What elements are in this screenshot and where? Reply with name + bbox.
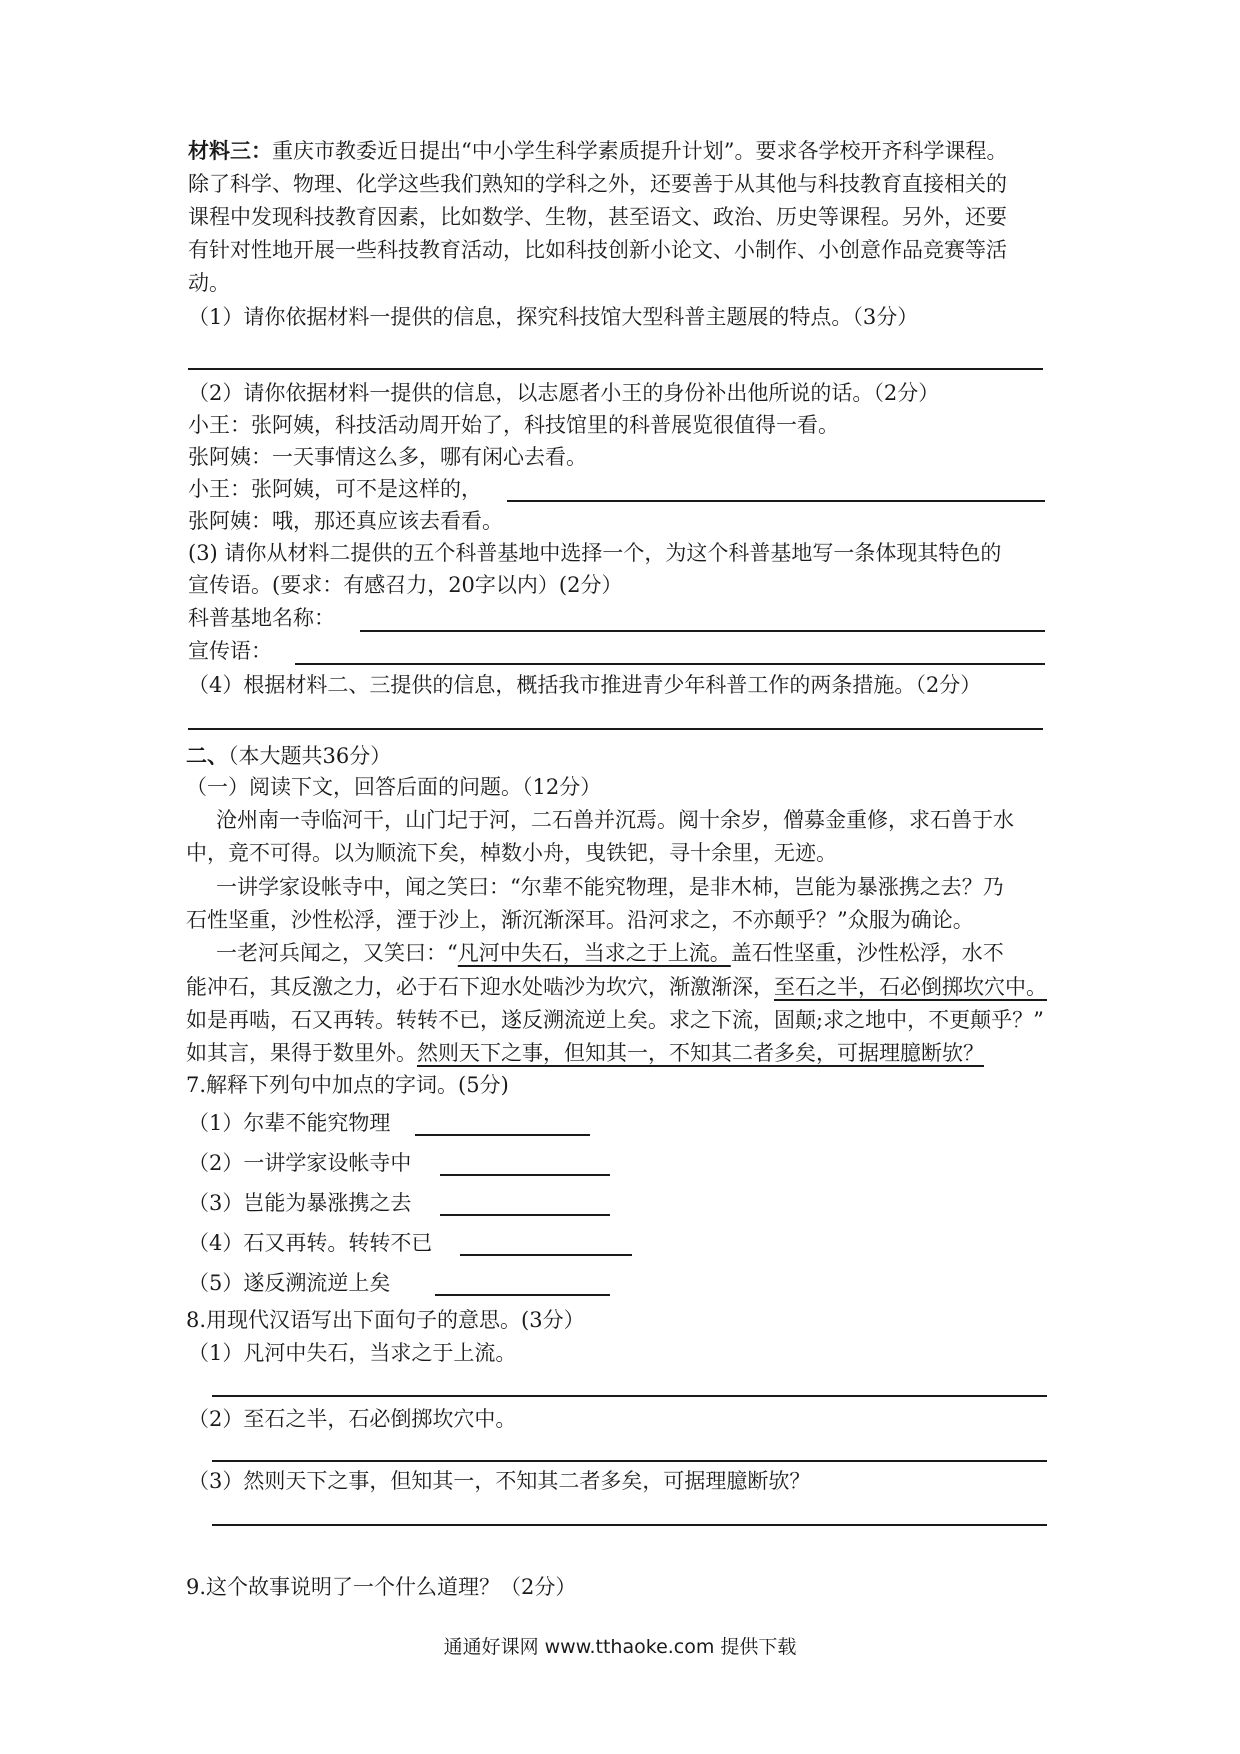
slogan-label: 宣传语： xyxy=(188,639,272,663)
passage-p3-line-4: 如其言，果得于数里外。然则天下之事，但知其一，不知其二者多矣，可据理臆断欤？ xyxy=(186,1041,984,1065)
question-8-title: 8.用现代汉语写出下面句子的意思。(3分） xyxy=(186,1308,585,1332)
answer-line-q7-2[interactable] xyxy=(440,1174,610,1176)
answer-line-q7-3[interactable] xyxy=(440,1214,610,1216)
answer-line-q7-4[interactable] xyxy=(460,1254,632,1256)
answer-line-q4[interactable] xyxy=(188,728,1043,730)
answer-line-base-name[interactable] xyxy=(360,630,1045,632)
passage-p2-line-1: 一讲学家设帐寺中，闻之笑曰：“尔辈不能究物理，是非木杮，岂能为暴涨携之去？乃 xyxy=(216,875,1004,899)
question-3-line-2: 宣传语。(要求：有感召力，20字以内）(2分） xyxy=(188,573,623,597)
answer-line-q8-1[interactable] xyxy=(212,1395,1047,1397)
passage-p3-line-2: 能冲石，其反激之力，必于石下迎水处啮沙为坎穴，渐激渐深，至石之半，石必倒掷坎穴中。 xyxy=(186,975,1047,999)
answer-line-q7-5[interactable] xyxy=(435,1294,610,1296)
dialogue-line-4: 张阿姨：哦，那还真应该去看看。 xyxy=(188,509,503,533)
passage-p1-line-1: 沧州南一寺临河干，山门圮于河，二石兽并沉焉。阅十余岁，僧募金重修，求石兽于水 xyxy=(216,808,1014,832)
underlined-sentence-3: 然则天下之事，但知其一，不知其二者多矣，可据理臆断欤？ xyxy=(417,1041,984,1065)
dialogue-line-3: 小王：张阿姨，可不是这样的， xyxy=(188,477,482,501)
passage-p3-line-1: 一老河兵闻之，又笑曰：“凡河中失石，当求之于上流。盖石性坚重，沙性松浮，水不 xyxy=(216,941,1004,965)
question-4: （4）根据材料二、三提供的信息，概括我市推进青少年科普工作的两条措施。（2分） xyxy=(188,673,982,697)
answer-line-q2[interactable] xyxy=(507,500,1045,502)
q8-item-1: （1）凡河中失石，当求之于上流。 xyxy=(188,1341,517,1365)
answer-line-q1[interactable] xyxy=(188,368,1043,370)
dialogue-line-1: 小王：张阿姨，科技活动周开始了，科技馆里的科普展览很值得一看。 xyxy=(188,413,839,437)
answer-line-slogan[interactable] xyxy=(295,663,1045,665)
passage-p1-line-2: 中，竟不可得。以为顺流下矣，棹数小舟，曳铁钯，寻十余里，无迹。 xyxy=(186,841,837,865)
passage-p3-line-3: 如是再啮，石又再转。转转不已，遂反溯流逆上矣。求之下流，固颠;求之地中，不更颠乎？” xyxy=(186,1008,1044,1032)
answer-line-q7-1[interactable] xyxy=(415,1134,590,1136)
q7-item-5: （5）遂反溯流逆上矣 xyxy=(188,1271,391,1295)
question-1: （1）请你依据材料一提供的信息，探究科技馆大型科普主题展的特点。（3分） xyxy=(188,305,919,329)
q8-item-3: （3）然则天下之事，但知其一，不知其二者多矣，可据理臆断欤？ xyxy=(188,1469,811,1493)
section-2-heading: 二、（本大题共36分） xyxy=(186,743,392,768)
material3-line-4: 有针对性地开展一些科技教育活动，比如科技创新小论文、小制作、小创意作品竞赛等活 xyxy=(188,238,1007,262)
material3-line-5: 动。 xyxy=(188,271,230,295)
material3-line-1: 材料三：重庆市教委近日提出“中小学生科学素质提升计划”。要求各学校开齐科学课程。 xyxy=(188,138,1008,163)
base-name-label: 科普基地名称： xyxy=(188,606,335,630)
material3-line-2: 除了科学、物理、化学这些我们熟知的学科之外，还要善于从其他与科技教育直接相关的 xyxy=(188,172,1007,196)
q8-item-2: （2）至石之半，石必倒掷坎穴中。 xyxy=(188,1407,517,1431)
page-footer: 通通好课网 www.tthaoke.com 提供下载 xyxy=(443,1636,797,1658)
q7-item-1: （1）尔辈不能究物理 xyxy=(188,1111,391,1135)
question-2-prompt: （2）请你依据材料一提供的信息，以志愿者小王的身份补出他所说的话。（2分） xyxy=(188,381,940,405)
q7-item-2: （2）一讲学家设帐寺中 xyxy=(188,1151,412,1175)
question-9: 9.这个故事说明了一个什么道理？（2分） xyxy=(186,1575,577,1599)
underlined-sentence-2: 至石之半，石必倒掷坎穴中。 xyxy=(774,975,1047,999)
question-3-line-1: (3) 请你从材料二提供的五个科普基地中选择一个，为这个科普基地写一条体现其特色的 xyxy=(188,541,1002,565)
passage-p2-line-2: 石性坚重，沙性松浮，湮于沙上，渐沉渐深耳。沿河求之，不亦颠乎？”众服为确论。 xyxy=(186,908,974,932)
answer-line-q8-2[interactable] xyxy=(212,1460,1047,1462)
dialogue-line-2: 张阿姨：一天事情这么多，哪有闲心去看。 xyxy=(188,445,587,469)
material3-line-3: 课程中发现科技教育因素，比如数学、生物，甚至语文、政治、历史等课程。另外，还要 xyxy=(188,205,1007,229)
question-7-title: 7.解释下列句中加点的字词。(5分) xyxy=(186,1073,509,1097)
underlined-sentence-1: 凡河中失石，当求之于上流。 xyxy=(457,941,731,965)
q7-item-4: （4）石又再转。转转不已 xyxy=(188,1231,433,1255)
answer-line-q8-3[interactable] xyxy=(212,1524,1047,1526)
q7-item-3: （3）岂能为暴涨携之去 xyxy=(188,1191,412,1215)
material3-label: 材料三： xyxy=(188,138,272,163)
section-2-part-1: （一）阅读下文，回答后面的问题。（12分） xyxy=(186,775,602,799)
